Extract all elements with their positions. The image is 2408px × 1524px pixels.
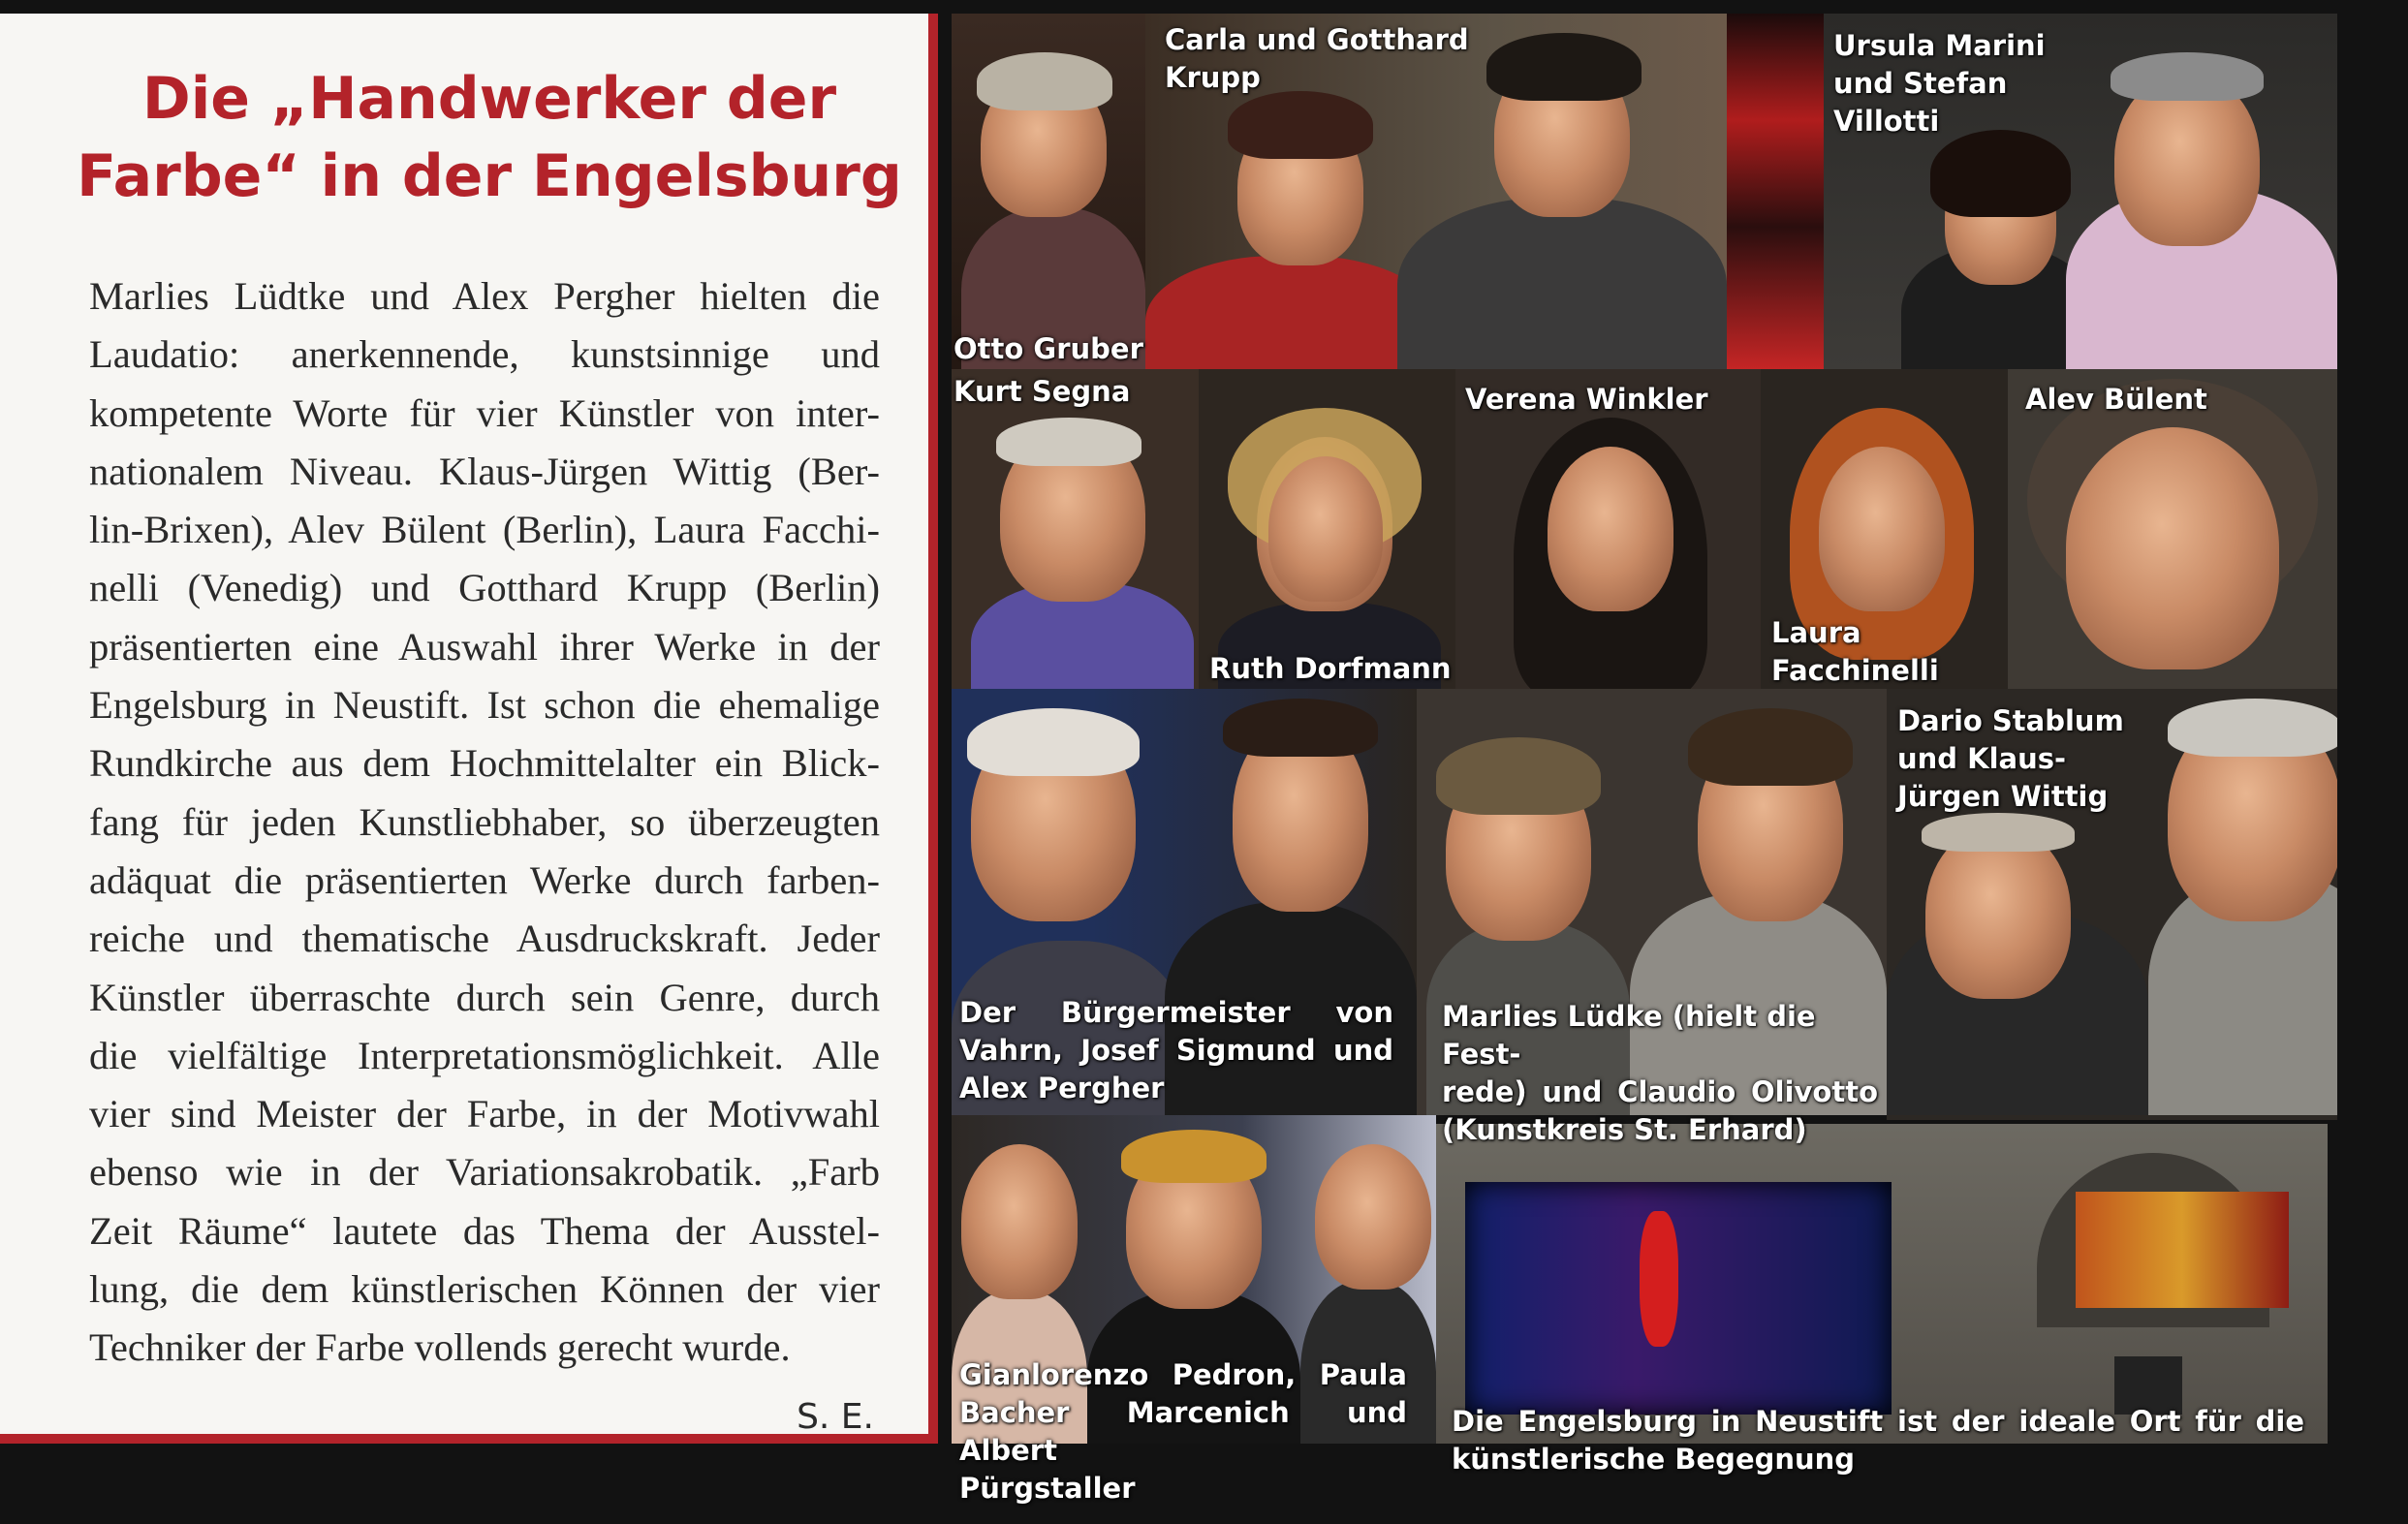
article-headline <box>58 60 921 215</box>
body-line: Künstler überraschte durch sein Genre, durch <box>89 975 880 1019</box>
body-line: nelli (Venedig) und Gotthard Krupp (Berlin) <box>89 566 880 610</box>
caption-laura-facchinelli: Laura Facchinelli <box>1771 616 1939 687</box>
headline-line: Die „Handwerker der <box>141 65 837 133</box>
body-line: Techniker der Farbe vollends gerecht wurde. <box>89 1325 791 1370</box>
photo-abstract-red <box>1727 14 1824 369</box>
caption-verena-winkler: Verena Winkler <box>1465 383 1708 416</box>
painting-blue <box>1465 1182 1892 1415</box>
painting-red-gold <box>2076 1192 2289 1308</box>
body-line: adäquat die präsentierten Werke durch farben- <box>89 857 880 902</box>
caption-buergermeister: Der Bürgermeister von Vahrn, Josef Sigmund und Alex Pergher <box>959 996 1393 1104</box>
caption-carla-gotthard-krupp: Carla und Gotthard Krupp <box>1165 23 1469 94</box>
body-line: Laudatio: anerkennende, kunstsinnige und <box>89 332 880 377</box>
body-line: lin-Brixen), Alev Bülent (Berlin), Laura Facchi- <box>89 508 880 552</box>
caption-marlies-luedke: Marlies Lüdke (hielt die Fest- rede) und Claudio Olivotto (Kunstkreis St. Erhard) <box>1442 1000 1878 1146</box>
body-line: die vielfältige Interpretationsmöglichkeit. Alle <box>89 1033 880 1077</box>
body-line: nationalem Niveau. Klaus-Jürgen Wittig (Ber- <box>89 449 880 493</box>
body-line: Rundkirche aus dem Hochmittelalter ein Blick- <box>89 741 880 786</box>
body-line: Marlies Lüdtke und Alex Pergher hielten die <box>89 274 880 318</box>
body-line: Engelsburg in Neustift. Ist schon die ehemalige <box>89 683 880 728</box>
body-line: fang für jeden Kunstliebhaber, so überzeugten <box>89 799 880 844</box>
body-line: ebenso wie in der Variationsakrobatik. „Farb <box>89 1150 880 1195</box>
caption-ursula-marini: Ursula Marini und Stefan Villotti <box>1833 29 2046 138</box>
caption-kurt-segna: Kurt Segna <box>954 375 1131 408</box>
body-line: lung, die dem künstlerischen Können der vier <box>89 1267 880 1312</box>
article-body <box>89 267 880 1378</box>
body-line: kompetente Worte für vier Künstler von inter- <box>89 390 880 435</box>
body-line: präsentierten eine Auswahl ihrer Werke in der <box>89 624 880 669</box>
article-panel <box>0 14 938 1444</box>
caption-pedron: Gianlorenzo Pedron, Paula Bacher Marcenich und Albert Pürgstaller <box>959 1358 1407 1505</box>
caption-dario-stablum: Dario Stablum und Klaus- Jürgen Wittig <box>1897 704 2124 813</box>
body-line: reiche und thematische Ausdruckskraft. Jeder <box>89 917 880 961</box>
body-line: Zeit Räume“ lautete das Thema der Ausstel- <box>89 1208 880 1253</box>
author-signature: S. E. <box>797 1397 874 1437</box>
headline-line: Farbe“ in der Engelsburg <box>77 142 902 210</box>
photo-kurt-segna <box>952 369 1199 689</box>
photo-otto-gruber <box>952 14 1145 369</box>
photo-ruth-dorfmann <box>1199 369 1455 689</box>
caption-engelsburg: Die Engelsburg in Neustift ist der ideale Ort für die künstlerische Begegnung <box>1452 1405 2304 1476</box>
caption-otto-gruber: Otto Gruber <box>954 332 1143 365</box>
caption-ruth-dorfmann: Ruth Dorfmann <box>1209 652 1452 685</box>
caption-alev-bulent: Alev Bülent <box>2025 383 2207 416</box>
body-line: vier sind Meister der Farbe, in der Motivwahl <box>89 1092 880 1136</box>
